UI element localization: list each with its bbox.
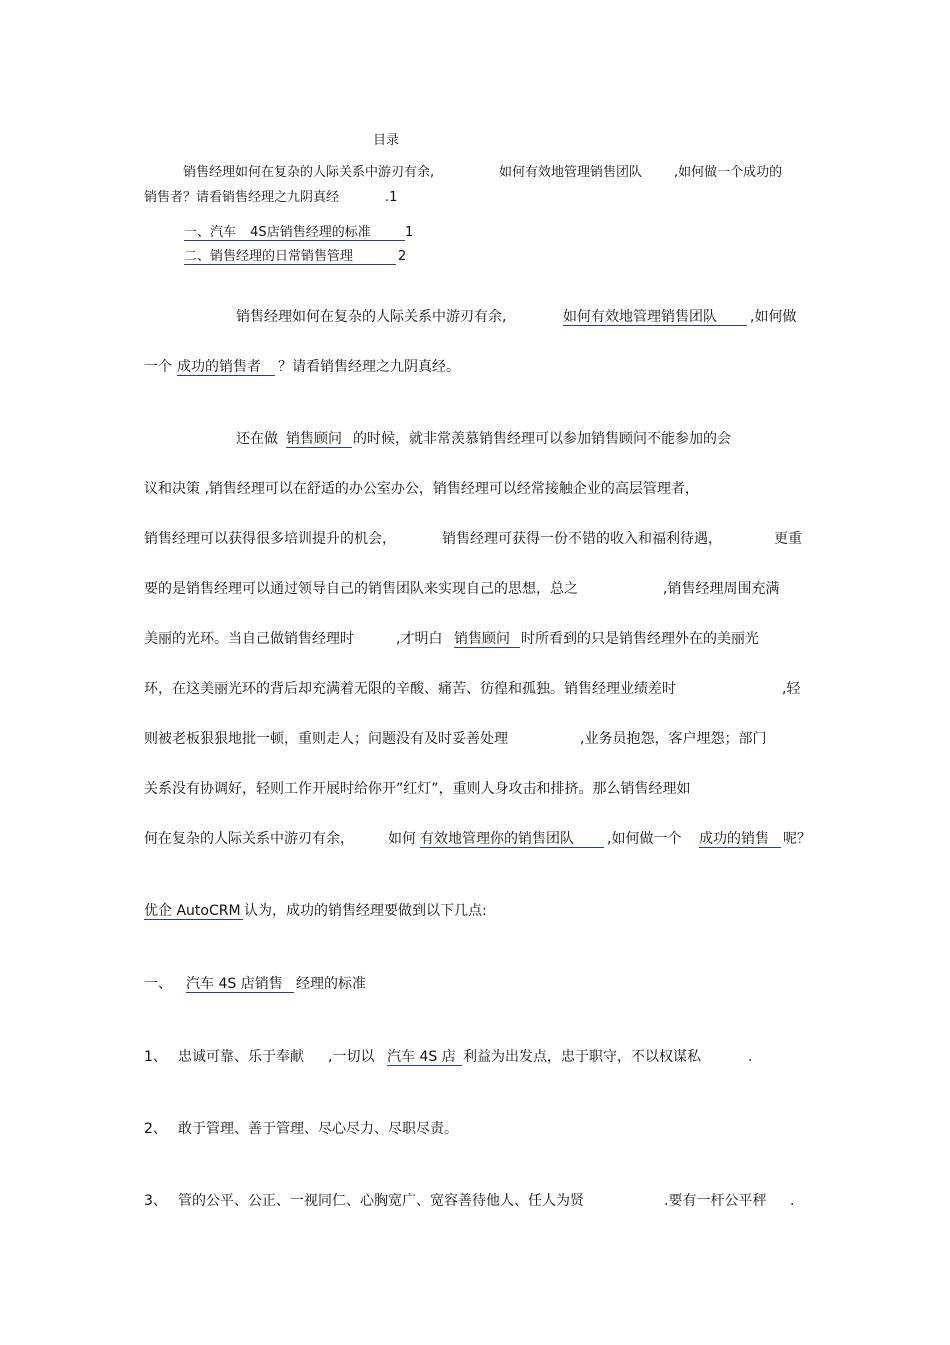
body-l3-b: 销售经理可获得一份不错的收入和福利待遇， bbox=[442, 531, 722, 547]
toc-title: 目录 bbox=[373, 133, 400, 148]
body-l4-a: 要的是销售经理可以通过领导自己的销售团队来实现自己的思想，总之 bbox=[144, 581, 578, 597]
body-link-successful-sales[interactable]: 成功的销售 bbox=[699, 832, 781, 848]
body-l7-b: ,业务员抱怨，客户埋怨；部门 bbox=[580, 731, 767, 747]
body-l3-a: 销售经理可以获得很多培训提升的机会， bbox=[144, 531, 396, 547]
heading-part1: 销售经理如何在复杂的人际关系中游刃有余, bbox=[236, 309, 507, 325]
toc-entry-1-mid: 4S bbox=[250, 225, 267, 240]
body-l9-c: ,如何做一个 bbox=[607, 831, 682, 847]
toc-entry-2-page: 2 bbox=[398, 249, 407, 264]
body-l1-b: 的时候，就非常羡慕销售经理可以参加销售顾问不能参加的会 bbox=[353, 431, 731, 447]
body-l9-a: 何在复杂的人际关系中游刃有余， bbox=[144, 831, 354, 847]
body-l9-b: 如何 bbox=[388, 831, 416, 847]
body-l6-b: ,轻 bbox=[782, 681, 801, 697]
body-l5-a: 美丽的光环。当自己做销售经理时 bbox=[144, 631, 354, 647]
toc-entry-main-line2[interactable]: 销售者？请看销售经理之九阴真经 bbox=[144, 190, 340, 205]
heading-part2: ,如何做 bbox=[750, 309, 797, 325]
item-1-num: 1、 bbox=[144, 1049, 167, 1065]
toc-entry-1-prefix: 一、汽车 bbox=[184, 225, 237, 240]
body-l5-b: ,才明白 bbox=[396, 631, 443, 647]
heading-line2-suffix: ？请看销售经理之九阴真经。 bbox=[278, 359, 460, 375]
item-1-d: . bbox=[748, 1049, 753, 1065]
toc-entry-2-link[interactable]: 二、销售经理的日常销售管理 bbox=[184, 250, 396, 265]
item-3-a: 管的公平、公正、一视同仁、心胸宽广、宽容善待他人、任人为贤 bbox=[178, 1193, 584, 1209]
body-link-autocrm[interactable]: 优企 AutoCRM bbox=[144, 904, 243, 920]
body-l3-c: 更重 bbox=[774, 531, 802, 547]
body-l4-b: ,销售经理周围充满 bbox=[663, 581, 780, 597]
section1-rest: 经理的标准 bbox=[296, 976, 366, 992]
item-3-b: .要有一杆公平秤 bbox=[664, 1193, 767, 1209]
body-l9-d: 呢？ bbox=[783, 831, 811, 847]
body-link-sales-consultant-2[interactable]: 销售顾问 bbox=[454, 632, 520, 648]
toc-entry-main-part2[interactable]: 如何有效地管理销售团队 bbox=[499, 165, 643, 180]
item-1-c: 利益为出发点，忠于职守，不以权谋私 bbox=[463, 1049, 701, 1065]
body-l8: 关系没有协调好，轻则工作开展时给你开”红灯”，重则人身攻击和排挤。那么销售经理如 bbox=[144, 781, 691, 797]
item-3-c: . bbox=[790, 1193, 795, 1209]
heading-link-manage-team[interactable]: 如何有效地管理销售团队 bbox=[563, 310, 747, 326]
toc-entry-1-link[interactable] bbox=[184, 226, 405, 241]
body-l5-c: 时所看到的只是销售经理外在的美丽光 bbox=[521, 631, 759, 647]
toc-entry-1-suffix: 店销售经理的标准 bbox=[266, 225, 371, 240]
item-1-link-4s-store[interactable]: 汽车 4S 店 bbox=[387, 1050, 462, 1066]
body-autocrm-rest: 认为，成功的销售经理要做到以下几点: bbox=[244, 903, 487, 919]
item-2-num: 2、 bbox=[144, 1121, 167, 1137]
section1-link[interactable]: 汽车 4S 店销售 bbox=[186, 977, 294, 993]
item-1-a: 忠诚可靠、乐于奉献 bbox=[178, 1049, 304, 1065]
item-3-num: 3、 bbox=[144, 1193, 167, 1209]
toc-entry-1-page: 1 bbox=[405, 225, 414, 240]
toc-entry-main-part1[interactable]: 销售经理如何在复杂的人际关系中游刃有余, bbox=[183, 165, 435, 180]
body-l1-a: 还在做 bbox=[236, 431, 278, 447]
heading-line2-prefix: 一个 bbox=[144, 359, 172, 375]
section1-num: 一、 bbox=[144, 976, 172, 992]
heading-link-successful-seller[interactable]: 成功的销售者 bbox=[177, 360, 275, 376]
toc-entry-main-page: .1 bbox=[385, 190, 398, 205]
body-l6-a: 环，在这美丽光环的背后却充满着无限的辛酸、痛苦、彷徨和孤独。销售经理业绩差时 bbox=[144, 681, 676, 697]
item-1-b: ,一切以 bbox=[328, 1049, 375, 1065]
body-link-manage-your-team[interactable]: 有效地管理你的销售团队 bbox=[420, 832, 604, 848]
body-l2: 议和决策 ,销售经理可以在舒适的办公室办公，销售经理可以经常接触企业的高层管理者， bbox=[144, 481, 699, 497]
toc-entry-main-part3[interactable]: ,如何做一个成功的 bbox=[674, 165, 783, 180]
body-l7-a: 则被老板狠狠地批一顿，重则走人；问题没有及时妥善处理 bbox=[144, 731, 508, 747]
body-link-sales-consultant[interactable]: 销售顾问 bbox=[286, 432, 352, 448]
item-2-a: 敢于管理、善于管理、尽心尽力、尽职尽责。 bbox=[178, 1121, 458, 1137]
